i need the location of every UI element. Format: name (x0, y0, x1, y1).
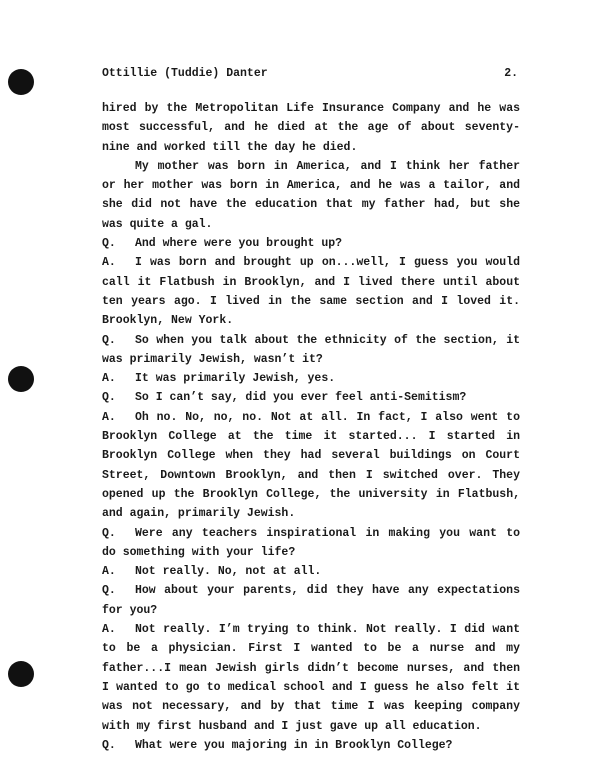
speaker-tag: Q. (102, 584, 116, 598)
paragraph-text: What were you majoring in in Brooklyn College? (135, 738, 453, 752)
speaker-tag: A. (102, 256, 116, 270)
binder-hole (8, 661, 34, 687)
page-number: 2. (504, 67, 518, 80)
paragraph-text: And where were you brought up? (135, 237, 343, 251)
interviewee-name: Ottillie (Tuddie) Danter (102, 67, 268, 80)
speaker-tag: A. (102, 623, 116, 637)
question-paragraph (102, 581, 520, 620)
paragraph-text: So I can’t say, did you ever feel anti-Semitism? (135, 391, 467, 405)
speaker-tag: A. (102, 372, 116, 386)
paragraph-text: Not really. No, not at all. (135, 565, 322, 579)
transcript-body (102, 99, 520, 755)
speaker-tag: Q. (102, 333, 116, 347)
answer-paragraph (102, 408, 520, 524)
page-header (102, 64, 520, 83)
question-paragraph (102, 388, 520, 407)
paragraph-text: It was primarily Jewish, yes. (135, 372, 336, 386)
question-paragraph (102, 524, 520, 563)
question-paragraph (102, 736, 520, 755)
speaker-tag: Q. (102, 738, 116, 752)
question-paragraph (102, 331, 520, 370)
speaker-tag: Q. (102, 526, 116, 540)
paragraph-text: Were any teachers inspirational in making you want to do something with your life? (102, 526, 520, 559)
binder-hole (8, 366, 34, 392)
speaker-tag: Q. (102, 237, 116, 251)
paragraph-text: I was born and brought up on...well, I guess you would call it Flatbush in Brooklyn, and I lived there until about ten years ago. I lived in the same section and I loved it. Brooklyn, New York. (102, 256, 520, 328)
paragraph-text: How about your parents, did they have any expectations for you? (102, 584, 520, 617)
paragraph-text: So when you talk about the ethnicity of the section, it was primarily Jewish, wasn’t it? (102, 333, 520, 366)
answer-paragraph (102, 620, 520, 736)
question-paragraph (102, 234, 520, 253)
paragraph-text: Not really. I’m trying to think. Not really. I did want to be a physician. First I wanted to be a nurse and my father...I mean Jewish girls didn’t become nurses, and then I wanted to go to medical school and I guess he also felt it was not necessary, and by that time I was keeping company with my first husband and I just gave up all education. (102, 623, 520, 733)
narrative-paragraph: My mother was born in America, and I think her father or her mother was born in America, and he was a tailor, and she did not have the education that my father had, but she was quite a gal. (102, 159, 520, 231)
binder-hole (8, 69, 34, 95)
answer-paragraph (102, 369, 520, 388)
answer-paragraph (102, 562, 520, 581)
narrative-paragraph: hired by the Metropolitan Life Insurance Company and he was most successful, and he died at the age of about seventy-nine and worked till the day he died. (102, 102, 520, 154)
speaker-tag: A. (102, 565, 116, 579)
speaker-tag: Q. (102, 391, 116, 405)
answer-paragraph (102, 253, 520, 330)
paragraph-text: Oh no. No, no, no. Not at all. In fact, I also went to Brooklyn College at the time it started... I started in Brooklyn College when they had several buildings on Court Street, Downtown Brooklyn, and then I switched over. They opened up the Brooklyn College, the university in Flatbush, and again, primarily Jewish. (102, 410, 520, 521)
speaker-tag: A. (102, 410, 116, 424)
